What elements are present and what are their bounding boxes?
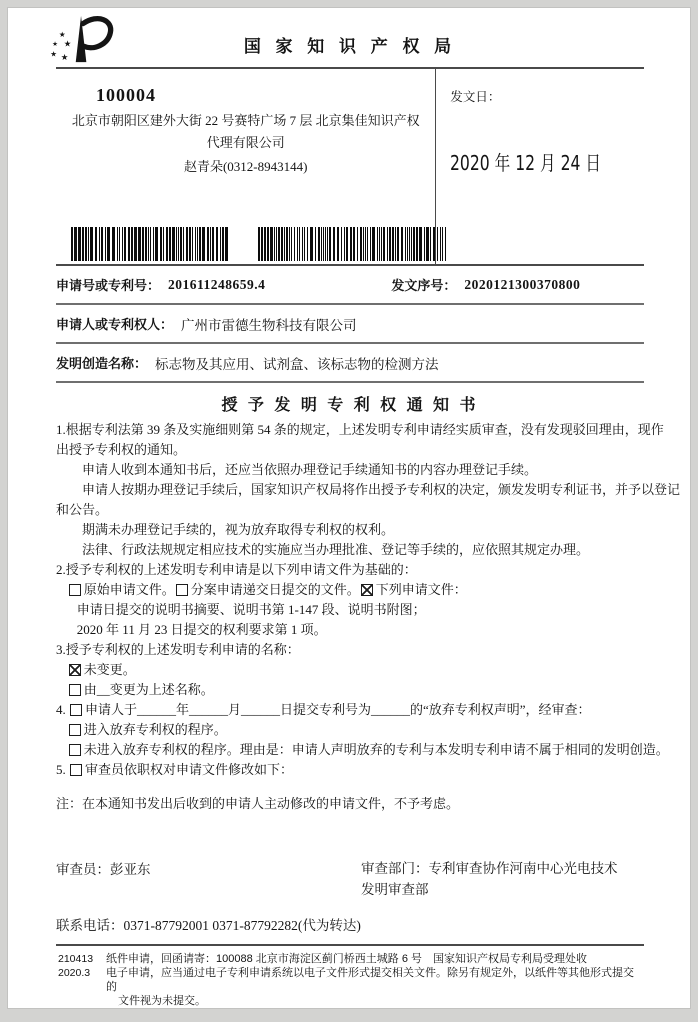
examiner-label: 审查员：	[56, 862, 110, 877]
issue-date-value: 2020 年 12 月 24 日	[450, 151, 602, 175]
svg-text:★: ★	[52, 40, 59, 48]
document-header	[50, 8, 644, 69]
postal-code: 100004	[96, 85, 156, 105]
notice-line: 3.授予专利权的上述发明专利申请的名称：	[56, 642, 300, 657]
checkbox-unchecked[interactable]	[69, 584, 81, 596]
examiner-name: 彭亚东	[110, 862, 151, 877]
addressee-address: 北京市朝阳区建外大街 22 号赛特广场 7 层 北京集佳知识产权代理有限公司	[71, 113, 420, 150]
footer-code-bottom: 2020.3	[58, 967, 91, 979]
notice-line: 申请人收到本通知书后，还应当依照办理登记手续通知书的内容办理登记手续。	[82, 462, 538, 477]
checkbox-unchecked[interactable]	[69, 684, 81, 696]
department-block	[361, 858, 644, 900]
checkbox-checked[interactable]	[69, 664, 81, 676]
notice-line: 未变更。	[56, 660, 644, 680]
application-number-row	[56, 266, 644, 305]
svg-text:★: ★	[63, 38, 72, 49]
phone-label: 联系电话：	[56, 918, 124, 933]
barcode-left	[71, 227, 229, 261]
notice-line: 5. 审查员依职权对申请文件修改如下：	[56, 762, 294, 777]
phone-row	[56, 914, 644, 934]
department-label: 审查部门：	[361, 861, 429, 876]
document-footer	[56, 944, 644, 1008]
footer-line2: 电子申请，应当通过电子专利申请系统以电子文件形式提交相关文件。除另有规定外，以纸件等其他形式提交的	[106, 967, 634, 993]
notice-line: 出授予专利权的通知。	[56, 442, 187, 457]
examiner-row	[56, 858, 361, 900]
agency-title: 国 家 知 识 产 权 局	[243, 37, 457, 56]
signoff-section	[56, 858, 644, 934]
footer-code-top: 210413	[58, 953, 94, 965]
invention-title-value: 标志物及其应用、试剂盒、该标志物的检测方法	[155, 356, 439, 372]
checkbox-unchecked[interactable]	[70, 764, 82, 776]
issue-date-label: 发文日：	[450, 90, 501, 104]
addressee-block	[56, 69, 435, 264]
footer-codes	[58, 952, 104, 1008]
checkbox-unchecked[interactable]	[69, 744, 81, 756]
invention-title-row	[56, 344, 644, 383]
notice-line: 1.根据专利法第 39 条及实施细则第 54 条的规定，上述发明专利申请经实质审查，没有发现驳回理由，现作	[56, 422, 664, 437]
cnipa-logo	[48, 14, 116, 71]
svg-text:★: ★	[58, 30, 66, 40]
notice-title: 授 予 发 明 专 利 权 通 知 书	[221, 397, 479, 414]
notice-line: 由__变更为上述名称。	[56, 680, 644, 700]
applicant-row	[56, 305, 644, 344]
notice-line: 和公告。	[56, 502, 109, 517]
notice-line: 注：在本通知书发出后收到的申请人主动修改的申请文件，不予考虑。	[56, 796, 460, 811]
barcode-right	[258, 227, 448, 261]
applicant-label: 申请人或专利权人：	[56, 317, 174, 332]
notice-line: 2.授予专利权的上述发明专利申请是以下列申请文件为基础的：	[56, 562, 417, 577]
checkbox-unchecked[interactable]	[176, 584, 188, 596]
checkbox-unchecked[interactable]	[69, 724, 81, 736]
notice-line: 期满未办理登记手续的，视为放弃取得专利权的权利。	[82, 522, 395, 537]
department-line2: 发明审查部	[361, 882, 429, 897]
notice-line: 4. 申请人于______年______月______日提交专利号为______的“放弃专利权声明”，经审查：	[56, 702, 591, 717]
applicant-value: 广州市雷德生物科技有限公司	[181, 317, 357, 333]
checkbox-unchecked[interactable]	[70, 704, 82, 716]
svg-text:★: ★	[60, 52, 69, 63]
issue-date-box	[435, 69, 644, 264]
department-value: 专利审查协作河南中心光电技术	[428, 861, 618, 876]
application-number-label: 申请号或专利号：	[56, 278, 161, 293]
notice-body	[56, 420, 681, 814]
svg-text:★: ★	[50, 49, 58, 59]
notice-line: 进入放弃专利权的程序。	[56, 720, 644, 740]
application-number-value: 201611248659.4	[168, 276, 266, 292]
addressee-section	[56, 69, 644, 266]
footer-line1: 纸件申请，回函请寄：100088 北京市海淀区蓟门桥西土城路 6 号 国家知识产权局专利局受理处收	[106, 953, 587, 965]
notice-line: 2020 年 11 月 23 日提交的权利要求第 1 项。	[76, 622, 327, 637]
notice-line: 申请人按期办理登记手续后，国家知识产权局将作出授予专利权的决定，颁发发明专利证书，并予以登记	[82, 482, 681, 497]
document-page	[7, 7, 691, 1009]
serial-number-label: 发文序号：	[391, 278, 457, 293]
checkbox-checked[interactable]	[361, 584, 373, 596]
serial-number-value: 2020121300370800	[464, 276, 581, 292]
notice-line: 法律、行政法规规定相应技术的实施应当办理批准、登记等手续的，应依照其规定办理。	[82, 542, 590, 557]
notice-line: 未进入放弃专利权的程序。理由是：申请人声明放弃的专利与本发明专利申请不属于相同的发明创造。	[56, 740, 644, 760]
invention-title-label: 发明创造名称：	[56, 356, 148, 371]
phone-value: 0371-87792001 0371-87792282(代为转达)	[123, 918, 361, 933]
footer-line3: 文件视为未提交。	[118, 995, 206, 1007]
notice-line: 申请日提交的说明书摘要、说明书第 1-147 段、说明书附图；	[76, 602, 426, 617]
addressee-contact: 赵青朵(0312-8943144)	[183, 159, 308, 174]
footer-text	[104, 952, 644, 1008]
notice-line: 原始申请文件。 分案申请递交日提交的文件。 下列申请文件：	[56, 580, 644, 600]
